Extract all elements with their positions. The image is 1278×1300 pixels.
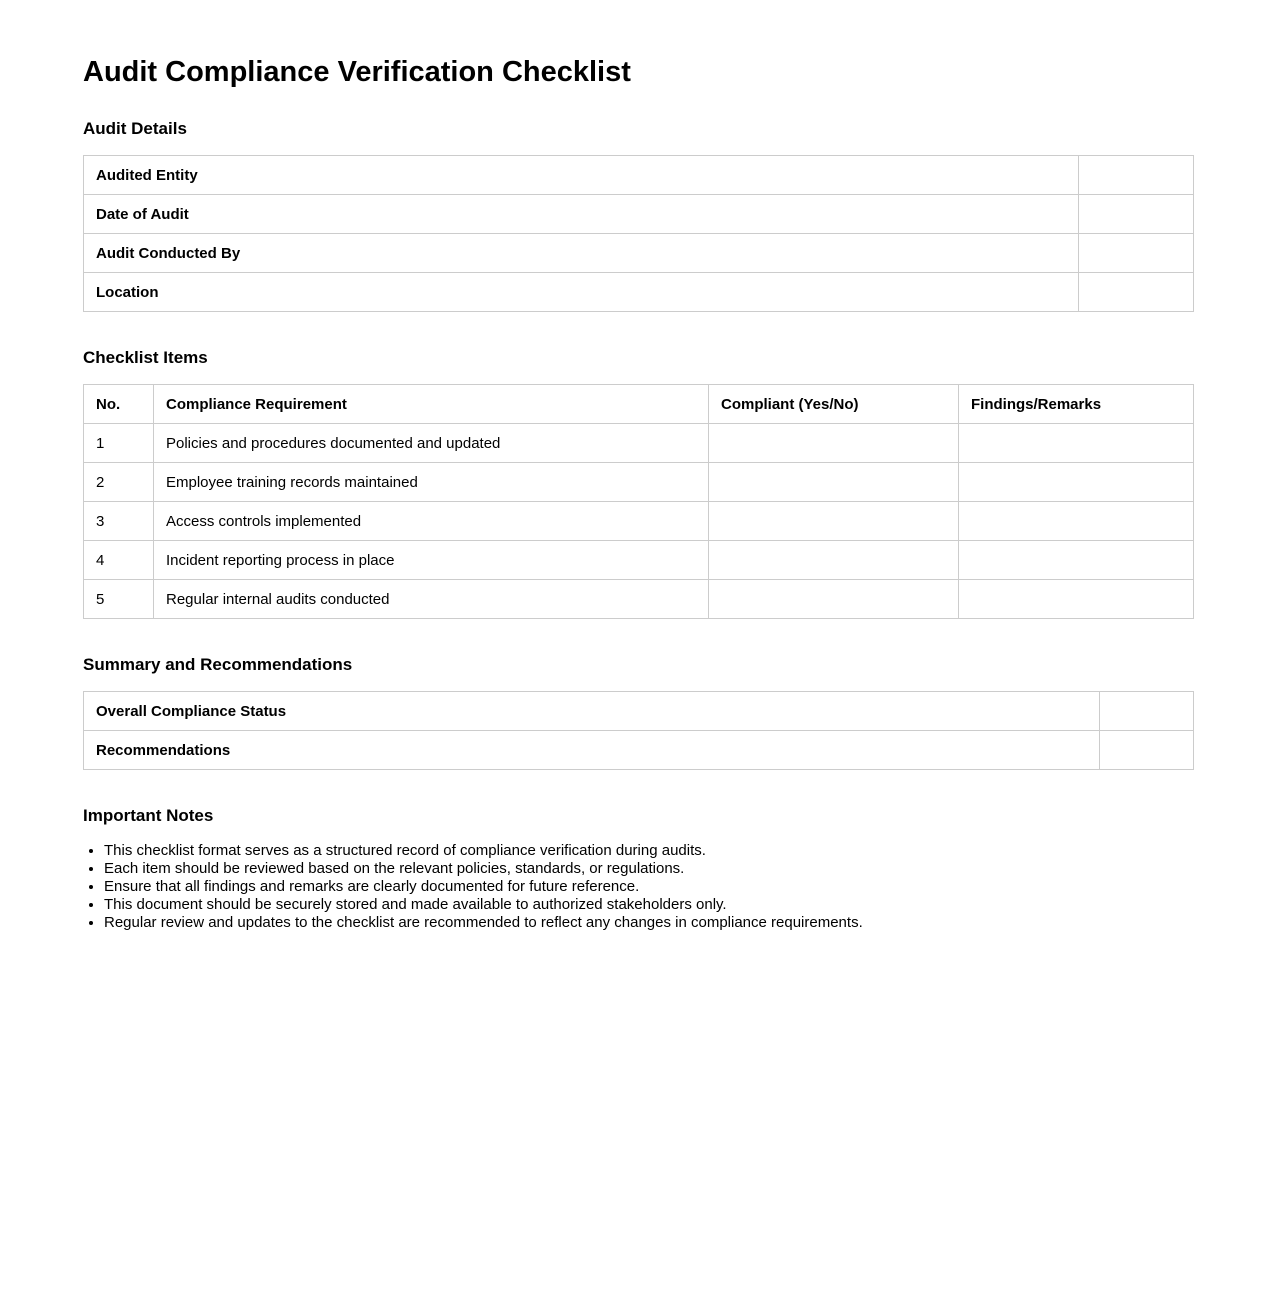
summary-table [83, 691, 1194, 770]
cell-no: 4 [84, 541, 154, 580]
cell-findings [959, 502, 1194, 541]
summary-value-compliance-status [1100, 692, 1194, 731]
column-header-no: No. [84, 385, 154, 424]
cell-requirement: Employee training records maintained [154, 463, 709, 502]
checklist-items-heading: Checklist Items [83, 348, 208, 367]
cell-no: 3 [84, 502, 154, 541]
table-row [84, 502, 1194, 541]
audit-details-table [83, 155, 1194, 312]
important-notes-heading: Important Notes [83, 806, 214, 825]
cell-requirement: Policies and procedures documented and updated [154, 424, 709, 463]
summary-label-compliance-status: Overall Compliance Status [84, 692, 1100, 731]
table-row [84, 273, 1194, 312]
cell-compliant [709, 541, 959, 580]
important-notes-section [83, 806, 1194, 932]
cell-compliant [709, 580, 959, 619]
cell-findings [959, 580, 1194, 619]
table-row [84, 195, 1194, 234]
note-item: • Each item should be reviewed based on the relevant policies, standards, or regulations. [104, 860, 1194, 878]
table-row [84, 541, 1194, 580]
table-row [84, 424, 1194, 463]
detail-value-date-of-audit [1079, 195, 1194, 234]
audit-details-section [83, 119, 1194, 312]
cell-requirement: Access controls implemented [154, 502, 709, 541]
cell-compliant [709, 502, 959, 541]
table-row [84, 692, 1194, 731]
table-row [84, 234, 1194, 273]
audit-details-heading: Audit Details [83, 119, 187, 138]
note-item: • Ensure that all findings and remarks are clearly documented for future reference. [104, 878, 1194, 896]
detail-value-location [1079, 273, 1194, 312]
table-row [84, 580, 1194, 619]
detail-label-location: Location [84, 273, 1079, 312]
cell-no: 1 [84, 424, 154, 463]
table-row [84, 731, 1194, 770]
note-item: • This document should be securely stored and made available to authorized stakeholders only. [104, 896, 1194, 914]
table-header-row [84, 385, 1194, 424]
notes-list [83, 842, 1194, 932]
summary-heading: Summary and Recommendations [83, 655, 353, 674]
detail-value-audited-entity [1079, 156, 1194, 195]
column-header-findings: Findings/Remarks [959, 385, 1194, 424]
checklist-items-section [83, 348, 1194, 619]
column-header-requirement: Compliance Requirement [154, 385, 709, 424]
cell-requirement: Incident reporting process in place [154, 541, 709, 580]
note-item: • This checklist format serves as a structured record of compliance verification during audits. [104, 842, 1194, 860]
cell-findings [959, 463, 1194, 502]
note-item: • Regular review and updates to the checklist are recommended to reflect any changes in compliance requirements. [104, 914, 1194, 932]
cell-compliant [709, 463, 959, 502]
cell-no: 2 [84, 463, 154, 502]
summary-value-recommendations [1100, 731, 1194, 770]
column-header-compliant: Compliant (Yes/No) [709, 385, 959, 424]
page-title: Audit Compliance Verification Checklist [83, 56, 631, 88]
detail-value-conducted-by [1079, 234, 1194, 273]
table-row [84, 156, 1194, 195]
detail-label-conducted-by: Audit Conducted By [84, 234, 1079, 273]
cell-no: 5 [84, 580, 154, 619]
table-row [84, 463, 1194, 502]
cell-findings [959, 541, 1194, 580]
detail-label-date-of-audit: Date of Audit [84, 195, 1079, 234]
summary-label-recommendations: Recommendations [84, 731, 1100, 770]
cell-requirement: Regular internal audits conducted [154, 580, 709, 619]
cell-findings [959, 424, 1194, 463]
detail-label-audited-entity: Audited Entity [84, 156, 1079, 195]
summary-section [83, 655, 1194, 770]
cell-compliant [709, 424, 959, 463]
checklist-table [83, 384, 1194, 619]
